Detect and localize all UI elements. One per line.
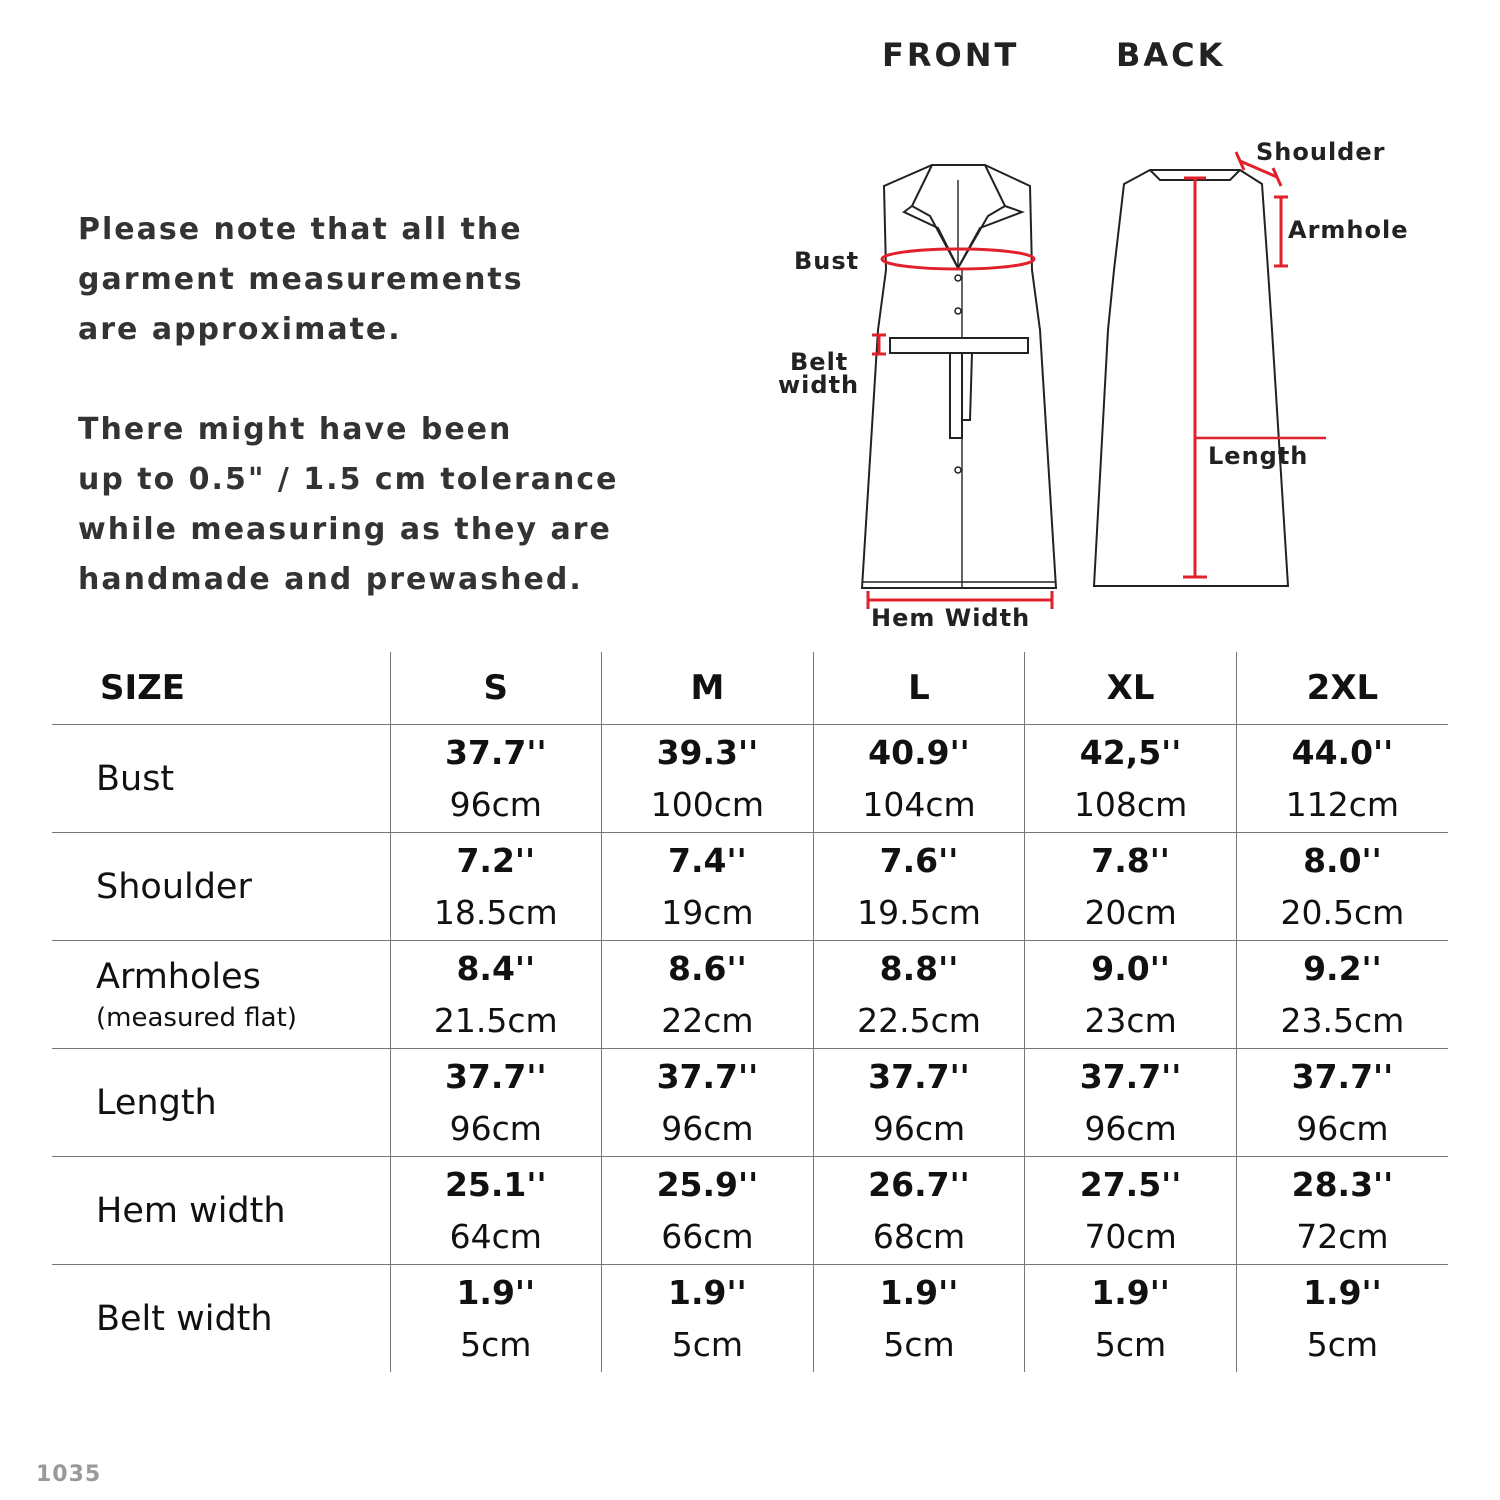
back-garment-outline bbox=[1094, 170, 1288, 586]
cm-value: 19cm bbox=[661, 892, 754, 932]
inch-value: 1.9'' bbox=[879, 1272, 959, 1312]
inch-value: 1.9'' bbox=[668, 1272, 747, 1312]
row-label: Bust bbox=[96, 758, 175, 799]
measurement-cell bbox=[1236, 725, 1448, 833]
measurement-cell bbox=[602, 725, 814, 833]
cm-value: 5cm bbox=[671, 1324, 744, 1364]
inch-value: 8.0'' bbox=[1303, 840, 1382, 880]
size-column-header: S bbox=[390, 652, 602, 725]
cm-value: 22cm bbox=[661, 1000, 754, 1040]
measurement-cell bbox=[1025, 1265, 1237, 1373]
inch-value: 25.9'' bbox=[656, 1164, 759, 1204]
hem-width-label: Hem Width bbox=[871, 604, 1031, 632]
measurement-cell bbox=[1236, 941, 1448, 1049]
shoulder-label: Shoulder bbox=[1256, 138, 1386, 166]
cm-value: 5cm bbox=[1306, 1324, 1379, 1364]
size-column-header: M bbox=[602, 652, 814, 725]
inch-value: 7.2'' bbox=[456, 840, 536, 880]
length-label: Length bbox=[1208, 442, 1309, 470]
row-label: Belt width bbox=[96, 1298, 273, 1339]
inch-value: 1.9'' bbox=[456, 1272, 536, 1312]
cm-value: 104cm bbox=[862, 784, 976, 824]
note-line: garment measurements bbox=[78, 262, 524, 297]
front-label: FRONT bbox=[882, 36, 1020, 74]
measurement-cell bbox=[813, 1157, 1025, 1265]
note-line: up to 0.5" / 1.5 cm tolerance bbox=[78, 462, 619, 497]
cm-value: 5cm bbox=[883, 1324, 955, 1364]
table-row bbox=[52, 1049, 1448, 1157]
inch-value: 9.2'' bbox=[1303, 948, 1382, 988]
garment-diagram bbox=[0, 0, 1500, 650]
measurement-cell bbox=[1236, 1049, 1448, 1157]
table-header-row bbox=[52, 652, 1448, 725]
measurement-cell bbox=[1236, 833, 1448, 941]
measurement-cell bbox=[1025, 941, 1237, 1049]
row-label: Hem width bbox=[96, 1190, 286, 1231]
measurement-cell bbox=[1236, 1265, 1448, 1373]
product-code: 1035 bbox=[36, 1462, 102, 1487]
measurement-cell bbox=[390, 833, 602, 941]
measurement-cell bbox=[390, 1157, 602, 1265]
size-column-header: L bbox=[813, 652, 1025, 725]
measurement-cell bbox=[602, 1049, 814, 1157]
measurement-cell bbox=[390, 725, 602, 833]
row-label-cell bbox=[52, 1157, 390, 1265]
measurement-cell bbox=[602, 833, 814, 941]
measurement-cell bbox=[813, 725, 1025, 833]
inch-value: 9.0'' bbox=[1091, 948, 1170, 988]
table-row bbox=[52, 1157, 1448, 1265]
cm-value: 112cm bbox=[1285, 784, 1400, 824]
cm-value: 21.5cm bbox=[433, 1000, 558, 1040]
cm-value: 96cm bbox=[449, 784, 542, 824]
belt-width-label: Belt bbox=[790, 348, 849, 376]
row-label-cell bbox=[52, 1265, 390, 1373]
table-row bbox=[52, 941, 1448, 1049]
size-column-header: XL bbox=[1025, 652, 1237, 725]
note-line: handmade and prewashed. bbox=[78, 562, 583, 597]
inch-value: 40.9'' bbox=[868, 732, 970, 772]
inch-value: 7.4'' bbox=[668, 840, 747, 880]
inch-value: 37.7'' bbox=[868, 1056, 970, 1096]
row-label: Length bbox=[96, 1082, 217, 1123]
measurement-cell bbox=[1025, 1157, 1237, 1265]
size-chart-table bbox=[52, 652, 1448, 1372]
measurement-cell bbox=[813, 941, 1025, 1049]
row-sublabel: (measured flat) bbox=[96, 1002, 297, 1033]
inch-value: 44.0'' bbox=[1291, 732, 1394, 772]
inch-value: 27.5'' bbox=[1079, 1164, 1182, 1204]
cm-value: 22.5cm bbox=[857, 1000, 981, 1040]
inch-value: 7.8'' bbox=[1091, 840, 1170, 880]
note-line: There might have been bbox=[78, 412, 513, 447]
inch-value: 37.7'' bbox=[444, 732, 547, 772]
measurement-cell bbox=[1025, 833, 1237, 941]
cm-value: 70cm bbox=[1084, 1216, 1177, 1256]
row-label-cell bbox=[52, 1049, 390, 1157]
cm-value: 96cm bbox=[1084, 1108, 1177, 1148]
cm-value: 20cm bbox=[1084, 892, 1177, 932]
inch-value: 7.6'' bbox=[879, 840, 959, 880]
measurement-cell bbox=[1236, 1157, 1448, 1265]
row-label: Shoulder bbox=[96, 866, 252, 907]
measurement-cell bbox=[602, 1265, 814, 1373]
measurement-cell bbox=[602, 1157, 814, 1265]
note-line: are approximate. bbox=[78, 312, 402, 347]
row-label: Armholes bbox=[96, 956, 261, 997]
size-header: SIZE bbox=[52, 652, 390, 725]
table-row bbox=[52, 833, 1448, 941]
belt-width-label: width bbox=[778, 371, 860, 399]
size-column-header: 2XL bbox=[1236, 652, 1448, 725]
measurement-cell bbox=[813, 1265, 1025, 1373]
note-line: while measuring as they are bbox=[78, 512, 612, 547]
note-line: Please note that all the bbox=[78, 212, 523, 247]
cm-value: 23.5cm bbox=[1280, 1000, 1405, 1040]
inch-value: 8.6'' bbox=[668, 948, 747, 988]
cm-value: 5cm bbox=[460, 1324, 532, 1364]
front-garment-outline bbox=[862, 165, 1056, 588]
cm-value: 19.5cm bbox=[857, 892, 981, 932]
cm-value: 96cm bbox=[449, 1108, 542, 1148]
cm-value: 66cm bbox=[661, 1216, 754, 1256]
measurement-cell bbox=[813, 1049, 1025, 1157]
measurement-cell bbox=[602, 941, 814, 1049]
cm-value: 100cm bbox=[650, 784, 765, 824]
inch-value: 8.8'' bbox=[879, 948, 959, 988]
armhole-label: Armhole bbox=[1288, 216, 1409, 244]
cm-value: 20.5cm bbox=[1280, 892, 1405, 932]
inch-value: 42,5'' bbox=[1079, 732, 1182, 772]
inch-value: 26.7'' bbox=[868, 1164, 970, 1204]
measurement-cell bbox=[1025, 1049, 1237, 1157]
row-label-cell bbox=[52, 725, 390, 833]
measurement-cell bbox=[813, 833, 1025, 941]
cm-value: 68cm bbox=[872, 1216, 966, 1256]
measurement-cell bbox=[390, 941, 602, 1049]
measurement-cell bbox=[390, 1049, 602, 1157]
row-label-cell bbox=[52, 941, 390, 1049]
cm-value: 108cm bbox=[1073, 784, 1188, 824]
inch-value: 1.9'' bbox=[1303, 1272, 1382, 1312]
inch-value: 37.7'' bbox=[656, 1056, 759, 1096]
cm-value: 96cm bbox=[661, 1108, 754, 1148]
inch-value: 39.3'' bbox=[656, 732, 759, 772]
inch-value: 37.7'' bbox=[444, 1056, 547, 1096]
inch-value: 37.7'' bbox=[1079, 1056, 1182, 1096]
row-label-cell bbox=[52, 833, 390, 941]
cm-value: 23cm bbox=[1084, 1000, 1177, 1040]
inch-value: 37.7'' bbox=[1291, 1056, 1394, 1096]
bust-label: Bust bbox=[794, 247, 860, 275]
back-label: BACK bbox=[1116, 36, 1226, 74]
inch-value: 1.9'' bbox=[1091, 1272, 1170, 1312]
measurement-cell bbox=[1025, 725, 1237, 833]
cm-value: 96cm bbox=[872, 1108, 966, 1148]
cm-value: 96cm bbox=[1296, 1108, 1389, 1148]
cm-value: 5cm bbox=[1094, 1324, 1167, 1364]
cm-value: 72cm bbox=[1296, 1216, 1389, 1256]
cm-value: 18.5cm bbox=[433, 892, 558, 932]
cm-value: 64cm bbox=[449, 1216, 542, 1256]
measurement-cell bbox=[390, 1265, 602, 1373]
inch-value: 8.4'' bbox=[456, 948, 536, 988]
inch-value: 25.1'' bbox=[444, 1164, 547, 1204]
inch-value: 28.3'' bbox=[1291, 1164, 1394, 1204]
table-row bbox=[52, 1265, 1448, 1373]
table-row bbox=[52, 725, 1448, 833]
